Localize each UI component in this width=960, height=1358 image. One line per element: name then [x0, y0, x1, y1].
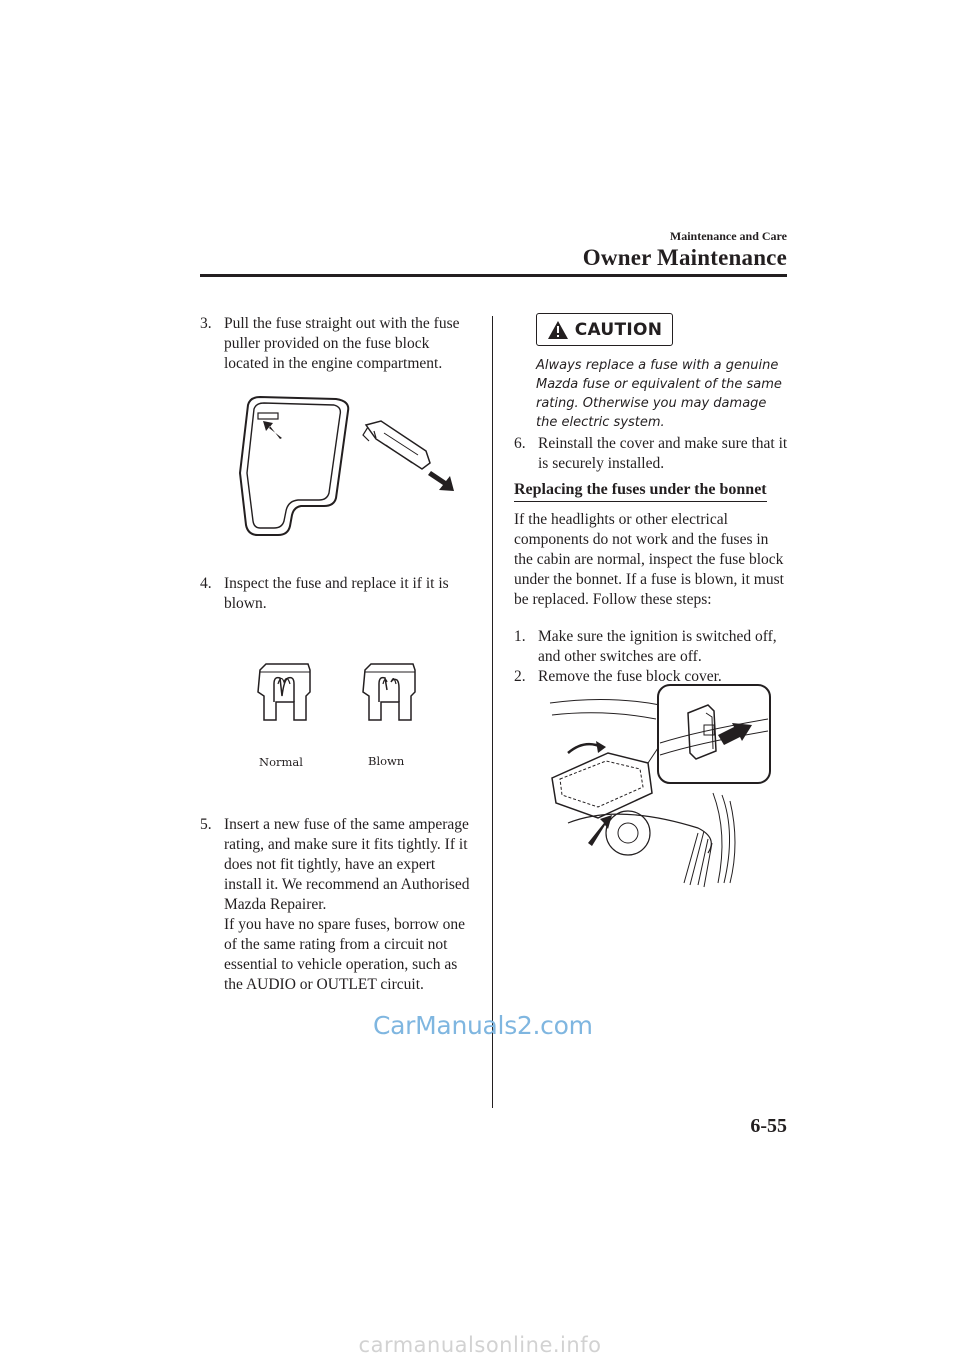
- normal-label: Normal: [259, 755, 303, 769]
- footer-watermark: carmanualsonline.info: [358, 1333, 602, 1357]
- step-text: Remove the fuse block cover.: [538, 668, 722, 685]
- section-kicker: Maintenance and Care: [669, 229, 787, 243]
- step-number: 2.: [514, 668, 526, 685]
- step-text: Make sure the ignition is switched off, and other switches are off.: [538, 628, 777, 665]
- column-divider: [492, 316, 493, 1108]
- step-text: Pull the fuse straight out with the fuse puller provided on the fuse block located in the engine compartment.: [224, 315, 460, 372]
- caution-label: CAUTION: [574, 319, 663, 340]
- step-1: [514, 627, 790, 667]
- step-number: 3.: [200, 315, 212, 332]
- step-text: [224, 815, 470, 995]
- warning-triangle-icon: [547, 320, 569, 340]
- step-number: 6.: [514, 435, 526, 452]
- caution-badge: [536, 313, 673, 346]
- blown-fuse-illustration: [359, 662, 419, 732]
- subheading: Replacing the fuses under the bonnet: [514, 481, 767, 502]
- step-3: [200, 314, 470, 374]
- step-text-part1: Insert a new fuse of the same amperage rating, and make sure it fits tightly. If it does not fit tightly, have an expert install it. We recommend an Authorised Mazda Repairer.: [224, 816, 470, 913]
- step-6: [514, 434, 790, 474]
- step-4: [200, 574, 470, 614]
- caution-text: Always replace a fuse with a genuine Mazda fuse or equivalent of the same rating. Otherwise you may damage the electric system.: [536, 358, 782, 430]
- step-text-part2: If you have no spare fuses, borrow one of the same rating from a circuit not essential to vehicle operation, such as the AUDIO or OUTLET circuit.: [224, 916, 466, 993]
- step-text: Reinstall the cover and make sure that it is securely installed.: [538, 435, 788, 472]
- header-rule: [200, 274, 787, 277]
- blown-label: Blown: [368, 754, 405, 768]
- step-number: 4.: [200, 575, 212, 592]
- section-title: Owner Maintenance: [582, 245, 787, 270]
- intro-paragraph: If the headlights or other electrical components do not work and the fuses in the cabin are normal, inspect the fuse block under the bonnet. If a fuse is blown, it must be replaced. Follow these steps:: [514, 511, 784, 608]
- step-number: 5.: [200, 816, 212, 833]
- normal-fuse-illustration: [254, 662, 314, 732]
- watermark-logo: CarManuals2.com: [373, 1011, 593, 1040]
- step-number: 1.: [514, 628, 526, 645]
- page-number: 6-55: [750, 1115, 787, 1137]
- step-5: [200, 815, 470, 995]
- step-text: Inspect the fuse and replace it if it is blown.: [224, 575, 449, 612]
- fuse-block-cover-illustration: [548, 683, 774, 888]
- fuse-block-illustration: [236, 393, 461, 543]
